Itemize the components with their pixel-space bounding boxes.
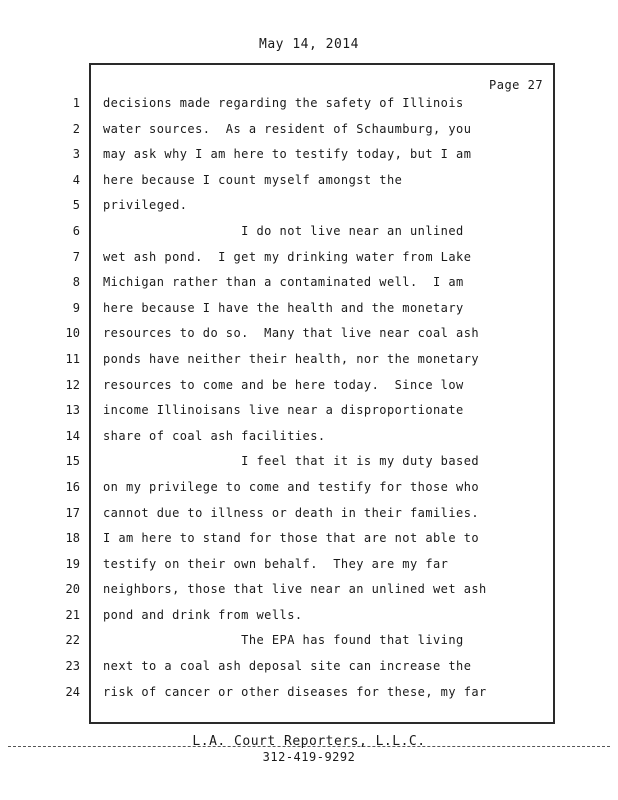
line-number: 7 bbox=[72, 249, 80, 264]
line-text: I feel that it is my duty based bbox=[103, 454, 480, 469]
line-number: 19 bbox=[65, 556, 80, 571]
transcript-line bbox=[0, 271, 618, 297]
line-number: 20 bbox=[65, 582, 80, 597]
line-text: resources to come and be here today. Since low bbox=[103, 377, 464, 392]
line-text: I do not live near an unlined bbox=[103, 223, 464, 238]
line-number: 24 bbox=[65, 684, 80, 699]
transcript-line bbox=[0, 399, 618, 425]
line-number: 23 bbox=[65, 659, 80, 674]
transcript-line bbox=[0, 578, 618, 604]
transcript-line bbox=[0, 246, 618, 272]
line-text: I am here to stand for those that are not able to bbox=[103, 531, 480, 546]
line-number: 13 bbox=[65, 403, 80, 418]
line-text: pond and drink from wells. bbox=[103, 607, 303, 622]
transcript-line bbox=[0, 527, 618, 553]
line-number: 21 bbox=[65, 607, 80, 622]
line-text: here because I count myself amongst the bbox=[103, 172, 403, 187]
line-number: 10 bbox=[65, 326, 80, 341]
line-number: 15 bbox=[65, 454, 80, 469]
transcript-line bbox=[0, 425, 618, 451]
transcript-line bbox=[0, 297, 618, 323]
transcript-line bbox=[0, 374, 618, 400]
page-header-date: May 14, 2014 bbox=[259, 37, 359, 52]
line-text: decisions made regarding the safety of Illinois bbox=[103, 96, 464, 110]
line-number: 17 bbox=[65, 505, 80, 520]
footer-company-name: L.A. Court Reporters, L.L.C. bbox=[192, 734, 426, 749]
line-text: Michigan rather than a contaminated well. I am bbox=[103, 275, 464, 290]
line-number: 18 bbox=[65, 531, 80, 546]
line-number: 22 bbox=[65, 633, 80, 648]
transcript-line bbox=[0, 169, 618, 195]
line-number: 5 bbox=[72, 198, 80, 213]
transcript-line bbox=[0, 604, 618, 630]
line-text: wet ash pond. I get my drinking water from Lake bbox=[103, 249, 472, 264]
transcript-line bbox=[0, 220, 618, 246]
line-text: on my privilege to come and testify for those who bbox=[103, 479, 480, 494]
page-number-label: Page 27 bbox=[489, 78, 544, 92]
line-text: income Illinoisans live near a disproportionate bbox=[103, 403, 464, 418]
line-text: neighbors, those that live near an unlined wet ash bbox=[103, 582, 487, 597]
transcript-line bbox=[0, 348, 618, 374]
line-number: 12 bbox=[65, 377, 80, 392]
transcript-line bbox=[0, 553, 618, 579]
transcript-line bbox=[0, 502, 618, 528]
line-number: 3 bbox=[72, 147, 80, 162]
line-text: The EPA has found that living bbox=[103, 633, 464, 648]
line-text: here because I have the health and the monetary bbox=[103, 300, 464, 315]
line-text: privileged. bbox=[103, 198, 188, 213]
transcript-line bbox=[0, 322, 618, 348]
transcript-line bbox=[0, 92, 618, 118]
line-text: ponds have neither their health, nor the monetary bbox=[103, 351, 480, 366]
line-text: cannot due to illness or death in their families. bbox=[103, 505, 480, 520]
transcript-line bbox=[0, 118, 618, 144]
line-text: may ask why I am here to testify today, but I am bbox=[103, 147, 472, 162]
line-number: 16 bbox=[65, 479, 80, 494]
transcript-line bbox=[0, 629, 618, 655]
transcript-line bbox=[0, 476, 618, 502]
line-text: testify on their own behalf. They are my far bbox=[103, 556, 449, 571]
line-text: risk of cancer or other diseases for these, my far bbox=[103, 684, 487, 699]
line-number: 9 bbox=[72, 300, 80, 315]
line-number: 14 bbox=[65, 428, 80, 443]
line-text: resources to do so. Many that live near coal ash bbox=[103, 326, 480, 341]
transcript-line bbox=[0, 143, 618, 169]
line-number: 4 bbox=[72, 172, 80, 187]
line-text: water sources. As a resident of Schaumburg, you bbox=[103, 121, 472, 136]
footer-phone-number: 312-419-9292 bbox=[262, 750, 356, 764]
line-number: 8 bbox=[72, 275, 80, 290]
transcript-line bbox=[0, 450, 618, 476]
transcript-line bbox=[0, 655, 618, 681]
line-number: 1 bbox=[72, 96, 80, 110]
transcript-line bbox=[0, 681, 618, 707]
line-text: share of coal ash facilities. bbox=[103, 428, 326, 443]
line-number: 11 bbox=[65, 351, 80, 366]
line-text: next to a coal ash deposal site can increase the bbox=[103, 659, 472, 674]
line-number: 6 bbox=[72, 223, 80, 238]
transcript-lines bbox=[0, 92, 618, 706]
line-number: 2 bbox=[72, 121, 80, 136]
transcript-line bbox=[0, 194, 618, 220]
